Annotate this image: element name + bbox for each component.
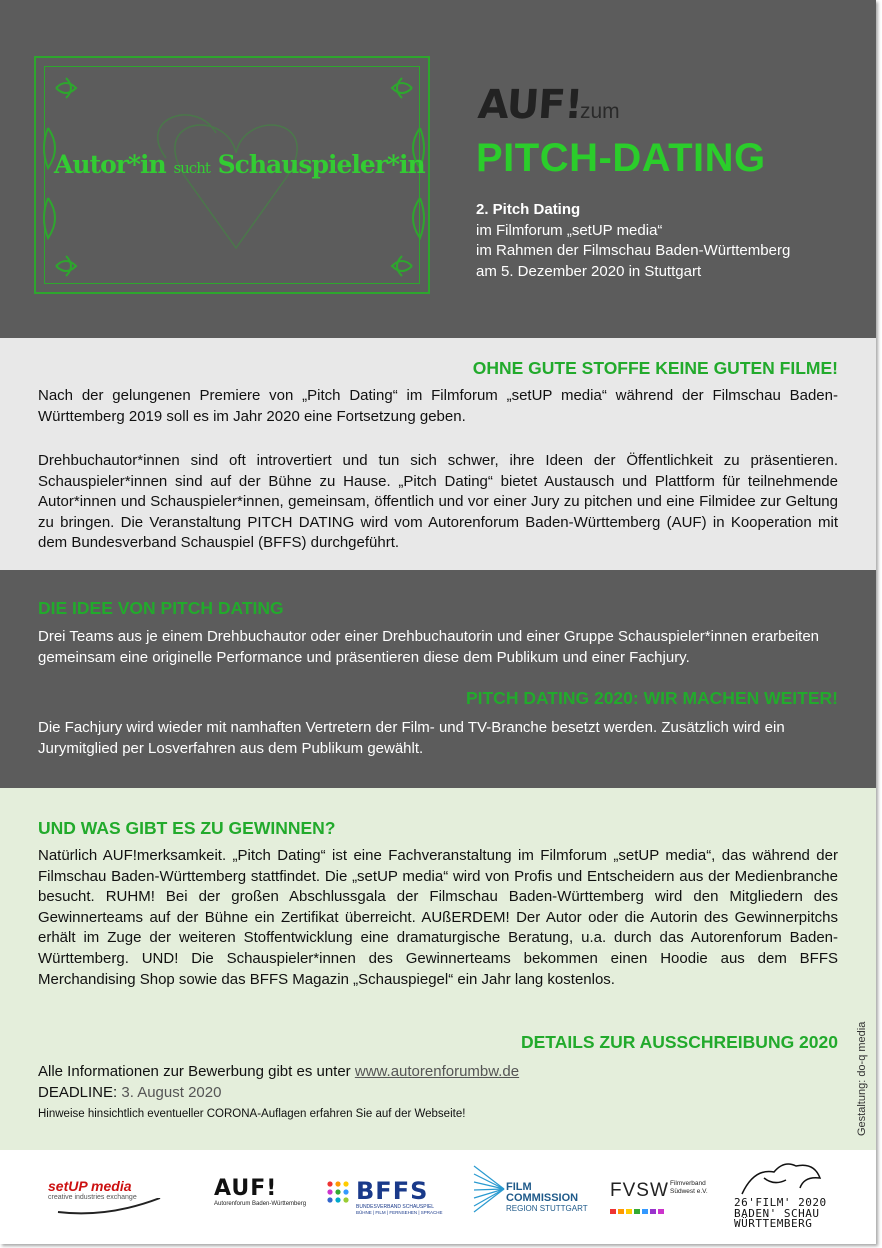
ornament-frame (34, 56, 430, 294)
details-info (38, 1062, 838, 1083)
fvsw-logo-title: FVSW (610, 1180, 669, 1201)
idea-section (0, 570, 876, 788)
intro-section (0, 338, 876, 570)
idea-paragraph: Drei Teams aus je einem Drehbuchautor oder einer Drehbuchautorin und einer Gruppe Schauspieler*innen erarbeiten gemeinsam eine originelle Performance und präsentieren diese dem Publikum und einer Fachjury. (38, 628, 820, 666)
film-commission-sub: REGION STUTTGART (506, 1204, 588, 1213)
event-info-line3: am 5. Dezember 2020 in Stuttgart (476, 262, 702, 280)
film-commission-line1: FILM (506, 1181, 532, 1193)
prize-paragraph: Natürlich AUF!merksamkeit. „Pitch Dating“ ist eine Fachveranstaltung im Filmforum „setUP media“, das während der Filmschau Baden-Württemberg stattfindet. Die „setUP media“ wird von Profis und Entscheidern aus der Medienbranche besucht. RUHM! Bei der großen Abschlussgala der Filmschau Baden-Württemberg wird den Mitgliedern des Gewinnerteams auf der Bühne ein Zertifikat überreicht. AUßERDEM! Der Autor oder die Autorin des Gewinnerpitchs erhält im Zuge der weiteren Stoffentwicklung eine dramaturgische Beratung, u.a. durch das Autorenforum Baden-Württemberg. UND! Die Schauspieler*innen des Gewinnerteams bekommen einen Hoodie aus dem BFFS Merchandising Shop sowie das BFFS Magazin „Schauspiegel“ ein Jahr lang kostenlos. (38, 847, 838, 988)
setup-media-logo (48, 1178, 137, 1201)
setup-media-logo-sub: creative industries exchange (48, 1194, 137, 1201)
website-link[interactable]: www.autorenforumbw.de (354, 1063, 520, 1080)
film-commission-line2: COMMISSION (506, 1192, 579, 1204)
bffs-logo-sub2: BÜHNE | FILM | FERNSEHEN | SPRACHE (356, 1210, 443, 1215)
film-commission-logo (472, 1164, 588, 1219)
fvsw-logo (610, 1180, 708, 1220)
fvsw-sub1: Filmverband (670, 1180, 706, 1187)
intro-paragraph-1: Nach der gelungenen Premiere von „Pitch Dating“ im Filmforum „setUP media“ während der Filmschau Baden-Württemberg 2019 soll es im Jahr 2020 eine Fortsetzung geben. (38, 387, 838, 425)
fvsw-sub2: Südwest e.V. (670, 1188, 708, 1195)
filmschau-line3: WÜRTTEMBERG (734, 1217, 813, 1230)
continue-heading: PITCH DATING 2020: WIR MACHEN WEITER! (465, 688, 838, 708)
filmschau-line2: BADEN' SCHAU (734, 1206, 820, 1220)
event-info-line1: im Filmforum „setUP media“ (476, 221, 663, 239)
deadline-date: 3. August 2020 (121, 1084, 222, 1101)
event-info-title: 2. Pitch Dating (476, 201, 581, 218)
filmschau-text (734, 1198, 827, 1230)
filmschau-logo (734, 1158, 827, 1230)
intro-paragraph-2: Drehbuchautor*innen sind oft introvertiert und tun sich schwer, ihre Ideen der Öffentlichkeit zu präsentieren. Schauspieler*innen sind auf der Bühne zu Hause. „Pitch Dating“ bietet Austausch und Plattform für teilnehmende Autor*innen und Schauspieler*innen, gemeinsam, öffentlich und vor einer Jury zu pitchen und eine Filmidee zur Geltung zu bringen. Die Veranstaltung PITCH DATING wird vom Autorenforum Baden-Württemberg (AUF) in Kooperation mit dem Bundesverband Schauspiel (BFFS) durchgeführt. (38, 452, 838, 552)
event-info (476, 200, 790, 282)
frame-title-left: Autor*in (54, 150, 166, 179)
corona-note: Hinweise hinsichtlich eventueller CORONA-Auflagen erfahren Sie auf der Webseite! (38, 1108, 466, 1120)
idea-heading: DIE IDEE VON PITCH DATING (38, 598, 284, 618)
frame-title (54, 150, 425, 179)
sponsor-logos (0, 1150, 876, 1244)
frame-title-right: Schauspieler*in (217, 150, 425, 179)
frame-title-mid: sucht (173, 159, 210, 177)
prize-heading: UND WAS GIBT ES ZU GEWINNEN? (38, 818, 336, 838)
filmschau-lion-icon (734, 1158, 824, 1198)
deadline-label: DEADLINE: (38, 1084, 122, 1101)
details-info-text: Alle Informationen zur Bewerbung gibt es unter (38, 1063, 355, 1080)
details-heading: DETAILS ZUR AUSSCHREIBUNG 2020 (521, 1032, 838, 1052)
event-info-line2: im Rahmen der Filmschau Baden-Württemberg (476, 242, 791, 259)
autorenforum-logo (214, 1176, 306, 1207)
deadline (38, 1083, 838, 1104)
autorenforum-logo-sub: Autorenforum Baden-Württemberg (214, 1201, 307, 1207)
autorenforum-logo-title: AUF! (214, 1176, 278, 1201)
fvsw-color-bar-icon (610, 1207, 666, 1215)
auf-zum-text: zum (580, 100, 620, 123)
auf-logo: AUF! (476, 82, 584, 128)
intro-heading: OHNE GUTE STOFFE KEINE GUTEN FILME! (472, 358, 838, 378)
fvsw-logo-sub (670, 1180, 708, 1196)
setup-media-logo-title: setUP media (48, 1178, 132, 1194)
bffs-logo-title: BFFS (356, 1177, 429, 1205)
film-commission-title (506, 1182, 578, 1204)
prize-section (0, 788, 876, 1150)
bffs-logo-sub: BUNDESVERBAND SCHAUSPIEL (356, 1204, 435, 1210)
design-credit: Gestaltung: do-q media (856, 1021, 868, 1136)
continue-paragraph: Die Fachjury wird wieder mit namhaften Vertretern der Film- und TV-Branche besetzt werden. Zusätzlich wird ein Jurymitglied per Losverfahren aus dem Publikum gewählt. (38, 719, 785, 757)
page-title: PITCH-DATING (476, 136, 766, 180)
filmschau-line1: 26'FILM' 2020 (734, 1196, 827, 1209)
film-commission-rays-icon (472, 1164, 506, 1214)
setup-swoosh-icon (48, 1198, 168, 1218)
bffs-logo (326, 1177, 443, 1215)
header-section (0, 0, 876, 338)
bffs-dots-icon (326, 1180, 352, 1206)
